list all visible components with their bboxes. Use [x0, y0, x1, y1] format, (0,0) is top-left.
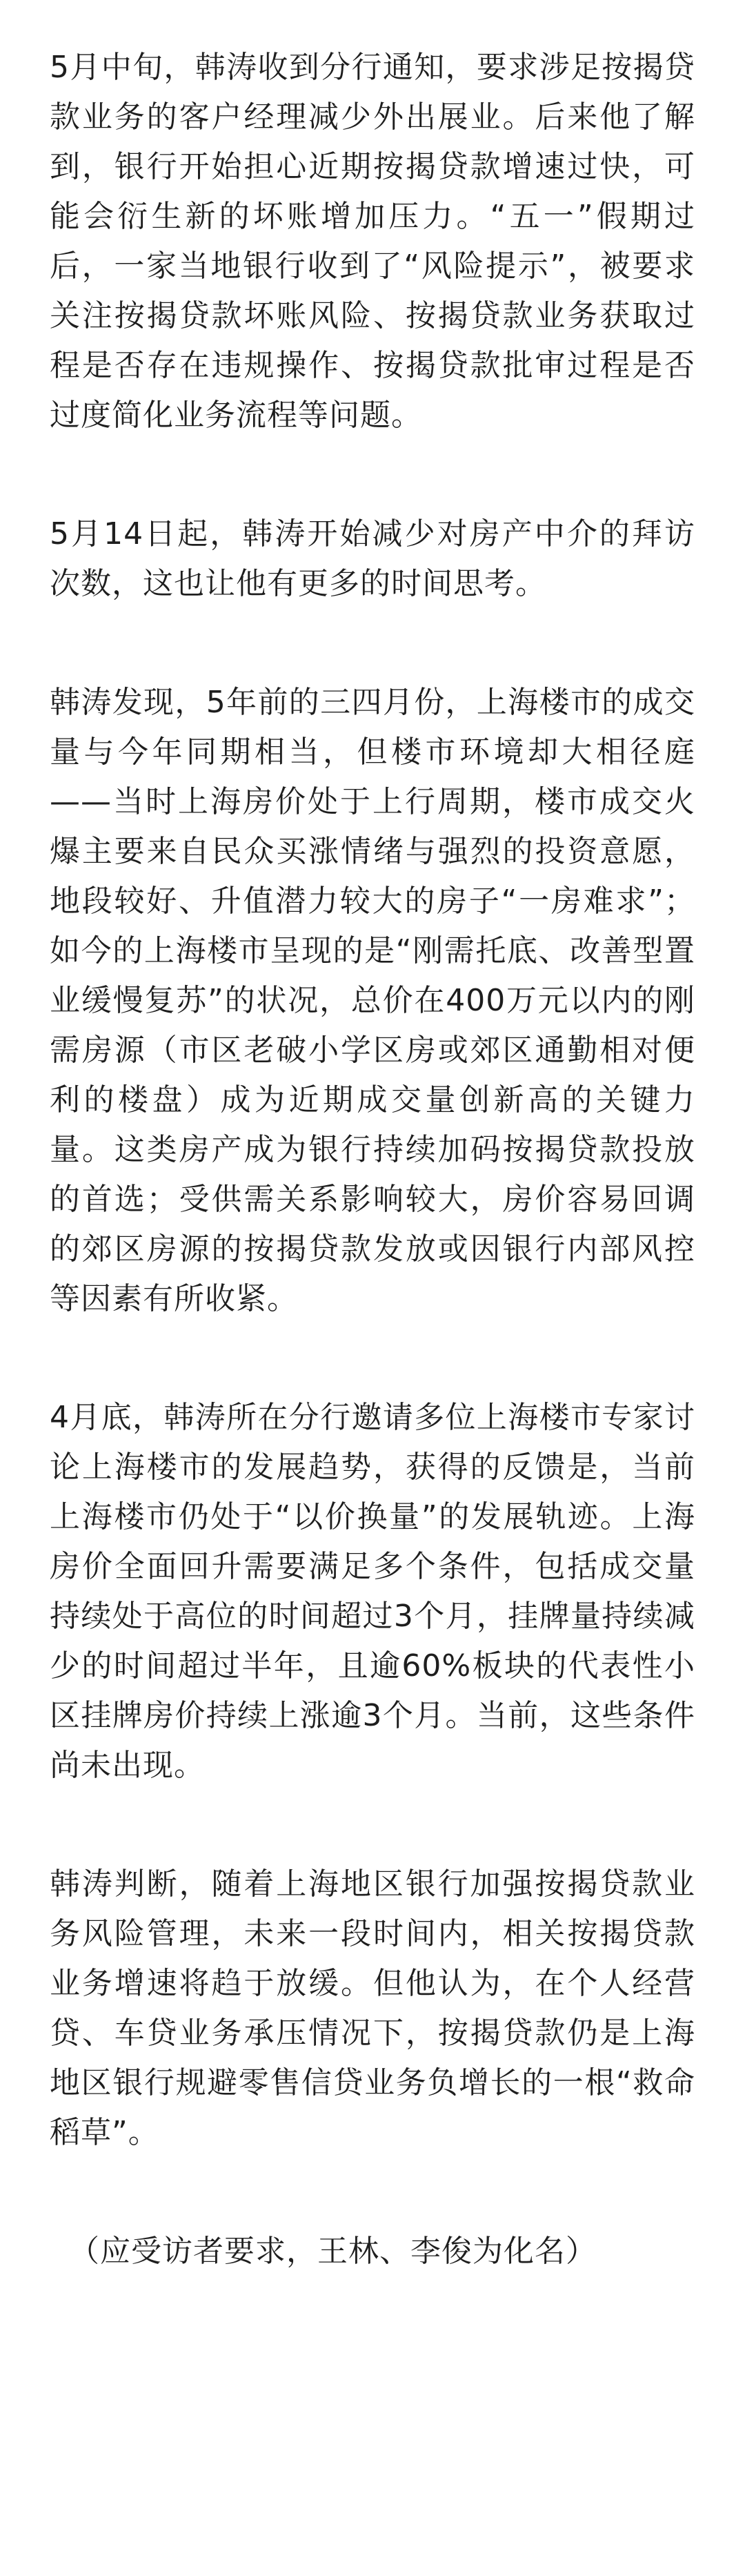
pseudonym-note: （应受访者要求，王林、李俊为化名） — [69, 2234, 597, 2269]
paragraph-2: 5月14日起，韩涛开始减少对房产中介的拜访次数，这也让他有更多的时间思考。 — [50, 516, 695, 601]
paragraph-5: 韩涛判断，随着上海地区银行加强按揭贷款业务风险管理，未来一段时间内，相关按揭贷款业务增速将趋于放缓。但他认为，在个人经营贷、车贷业务承压情况下，按揭贷款仍是上海地区银行规避零售信贷业务负增长的一根“救命稻草”。 — [50, 1866, 695, 2150]
paragraph-3: 韩涛发现，5年前的三四月份，上海楼市的成交量与今年同期相当，但楼市环境却大相径庭——当时上海房价处于上行周期，楼市成交火爆主要来自民众买涨情绪与强烈的投资意愿，地段较好、升值潜力较大的房子“一房难求”；如今的上海楼市呈现的是“刚需托底、改善型置业缓慢复苏”的状况，总价在400万元以内的刚需房源（市区老破小学区房或郊区通勤相对便利的楼盘）成为近期成交量创新高的关键力量。这类房产成为银行持续加码按揭贷款投放的首选；受供需关系影响较大，房价容易回调的郊区房源的按揭贷款发放或因银行内部风控等因素有所收紧。 — [50, 685, 695, 1316]
paragraph-1: 5月中旬，韩涛收到分行通知，要求涉足按揭贷款业务的客户经理减少外出展业。后来他了解到，银行开始担心近期按揭贷款增速过快，可能会衍生新的坏账增加压力。“五一”假期过后，一家当地银行收到了“风险提示”，被要求关注按揭贷款坏账风险、按揭贷款业务获取过程是否存在违规操作、按揭贷款批审过程是否过度简化业务流程等问题。 — [50, 50, 695, 433]
paragraph-4: 4月底，韩涛所在分行邀请多位上海楼市专家讨论上海楼市的发展趋势，获得的反馈是，当前上海楼市仍处于“以价换量”的发展轨迹。上海房价全面回升需要满足多个条件，包括成交量持续处于高位的时间超过3个月，挂牌量持续减少的时间超过半年，且逾60%板块的代表性小区挂牌房价持续上涨逾3个月。当前，这些条件尚未出现。 — [50, 1400, 695, 1783]
